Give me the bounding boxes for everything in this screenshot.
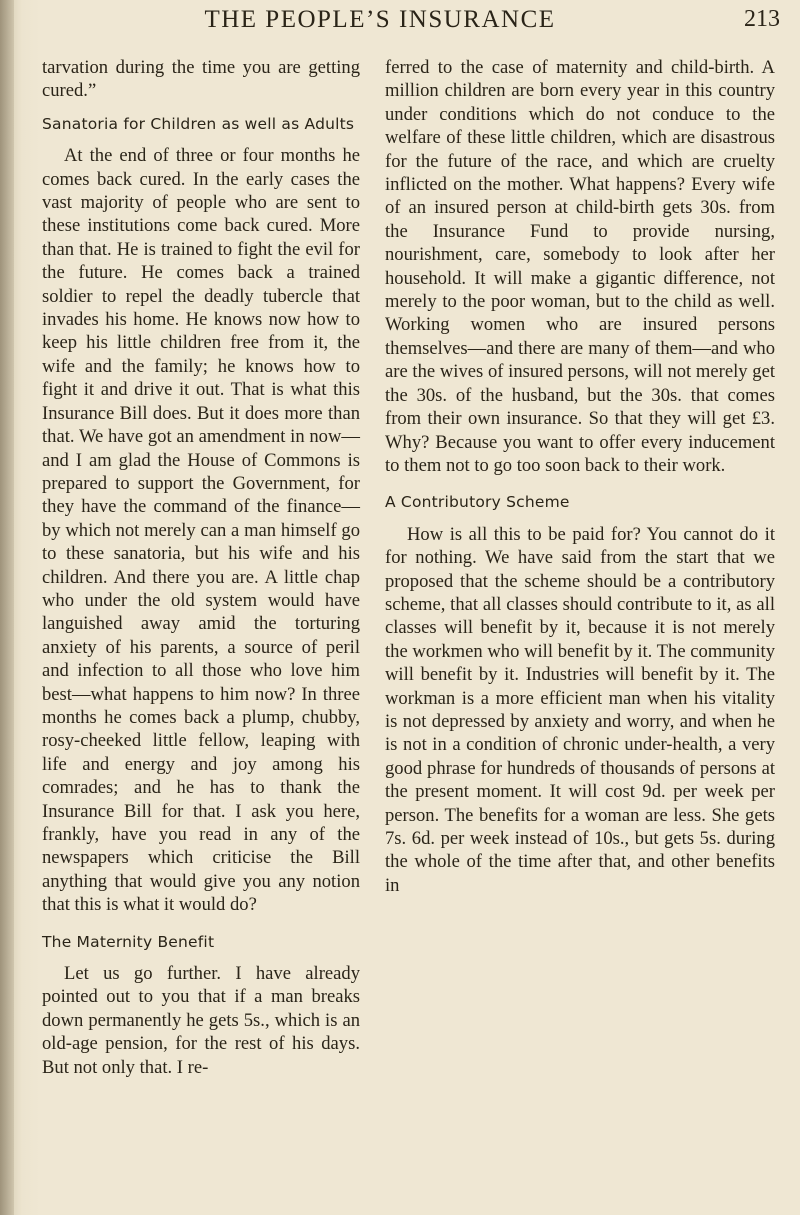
left-paragraph-3: Let us go further. I have already pointed out to you that if a man breaks down permanently he gets 5s., which is an old-age pension, for the rest of his days. But not only that. I re- [42,963,360,1078]
right-paragraph-1: ferred to the case of maternity and child-birth. A million children are born every year in this country under conditions which do not conduce to the welfare of these little children, which are disastrous for the future of the race, and which are cruelty inflicted on the mother. What happens? Every wife of an insured person at child-birth gets 30s. from the Insurance Fund to provide nursing, nourishment, care, somebody to look after her household. It will make a gigantic difference, not merely to the poor woman, but to the child as well. Working women who are insured persons themselves—and there are many of them—and who are the wives of insured persons, will not merely get the 30s. of the husband, but the 30s. that comes from their own insurance. So that they will get £3. Why? Because you want to offer every inducement to them not to go too soon back to their work. [385,57,775,476]
left-paragraph-1: tarvation during the time you are getting cured.” [42,57,360,102]
section-heading-maternity: The Maternity Benefit [42,932,215,951]
right-paragraph-2: How is all this to be paid for? You cannot do it for nothing. We have said from the start that we proposed that the scheme should be a contributory scheme, that all classes should contribute to it, as all classes will benefit by it, because it is not merely the workmen who will benefit by it. The community will benefit by it. Industries will benefit by it. The workman is a more efficient man when his vitality is not depressed by anxiety and worry, and when he is not in a condition of chronic under-health, a very good phrase for hundreds of thousands of persons at the present moment. It will cost 9d. per week per person. The benefits for a woman are less. She gets 7s. 6d. per week instead of 10s., but gets 5s. during the whole of the time after that, and other benefits in [385,523,775,896]
left-column [42,56,360,1079]
page-header [0,6,800,36]
page-number: 213 [744,6,780,32]
running-title: THE PEOPLE’S INSURANCE [204,6,556,33]
book-gutter [0,0,14,1215]
section-heading-sanatoria: Sanatoria for Children as well as Adults [42,114,355,133]
left-paragraph-2: At the end of three or four months he comes back cured. In the early cases the vast majority of people who are sent to these institutions come back cured. More than that. He is trained to fight the evil for the future. He comes back a trained soldier to repel the deadly tubercle that invades his home. He knows now how to keep his little children free from it, the wife and the family; he knows how to fight it and drive it out. That is what this Insurance Bill does. But it does more than that. We have got an amendment in now—and I am glad the House of Commons is prepared to support the Government, for they have the command of the finance—by which not merely can a man himself go to these sanatoria, but his wife and his children. And there you are. A little chap who under the old system would have languished away amid the torturing anxiety of his parents, a source of peril and infection to all those who love him best—what happens to him now? In three months he comes back a plump, chubby, rosy-cheeked little fellow, leaping with life and energy and joy among his comrades; and he has to thank the Insurance Bill for that. I ask you here, frankly, have you read in any of the newspapers which criticise the Bill anything that would give you any notion that this is what it would do? [42,145,360,916]
right-column [385,56,775,897]
section-heading-contributory: A Contributory Scheme [385,493,570,512]
